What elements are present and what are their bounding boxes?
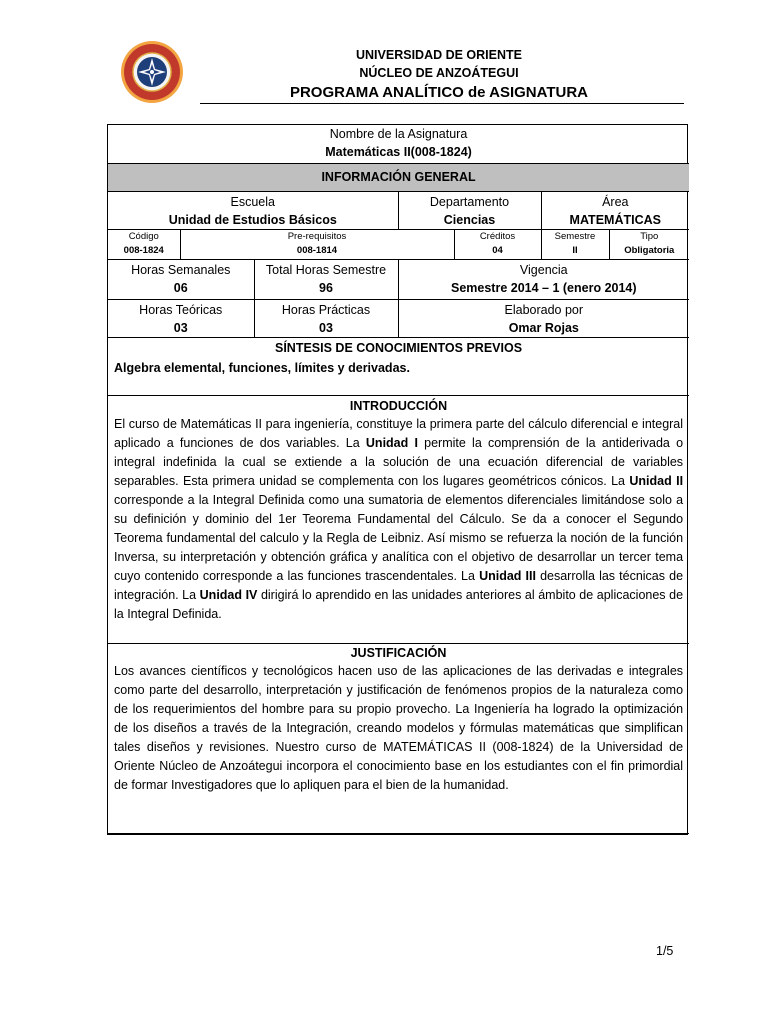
course-name-value: Matemáticas II(008-1824) [325,145,472,159]
tipo-value: Obligatoria [624,244,675,256]
introduction-text [108,415,689,624]
elaborado-value: Omar Rojas [508,320,579,335]
departamento-cell [398,191,541,229]
horas-practicas-value: 03 [319,320,333,335]
total-horas-value: 96 [319,280,333,295]
document-title: PROGRAMA ANALÍTICO de ASIGNATURA [289,84,589,101]
tipo-label: Tipo [640,230,659,242]
page-number: 1/5 [656,944,674,958]
elaborado-label: Elaborado por [504,302,584,317]
course-name-cell [108,125,689,163]
escuela-label: Escuela [230,194,275,209]
unit-highlight: Unidad I [365,435,418,450]
header-rule [200,103,684,104]
horas-practicas-cell [254,299,398,337]
prev-knowledge-title: SÍNTESIS DE CONOCIMIENTOS PREVIOS [275,340,523,355]
vigencia-cell [398,259,689,299]
codigo-label: Código [128,230,159,242]
introduction-cell [108,395,689,643]
intro-text-run: corresponde a la Integral Definida como una sumatoria de elementos diferenciales limitándose solo a su definición y dominio del 1er Teorema Fundamental del Cálculo. Se da a conocer el Segundo Teorema fundamental del calculo y la Regla de Leibniz. Así mismo se refuerza la noción de la función Inversa, su interpretación y obtención gráfica y analítica con el objetivo de desarrollar un tercer tema cuyo contenido corresponde a las funciones trascendentales. La [114,492,684,583]
intro-text-run: dirigirá lo aprendido en las unidades anteriores al ámbito de aplicaciones de la Integral Definida. [114,587,684,621]
horas-semanales-cell [108,259,254,299]
total-horas-label: Total Horas Semestre [265,262,387,277]
semestre-cell [541,229,609,259]
horas-teoricas-cell [108,299,254,337]
course-name-label: Nombre de la Asignatura [329,127,468,141]
vigencia-value: Semestre 2014 – 1 (enero 2014) [451,280,637,295]
prereq-cell [180,229,454,259]
semestre-value: II [572,244,578,256]
vigencia-label: Vigencia [519,262,568,277]
departamento-label: Departamento [429,194,510,209]
escuela-cell [108,191,398,229]
prereq-label: Pre-requisitos [287,230,347,242]
justification-title: JUSTIFICACIÓN [350,645,447,660]
prereq-value: 008-1814 [296,244,338,256]
intro-text-run: El curso de Matemáticas II para ingeniería, constituye la primera parte del cálculo diferencial e integral aplicado a funciones de dos variables. La [114,416,684,450]
course-info-table [108,125,689,834]
unit-highlight: Unidad II [629,473,684,488]
creditos-value: 04 [492,244,503,256]
tipo-cell [609,229,689,259]
area-label: Área [602,194,629,209]
creditos-cell [454,229,541,259]
introduction-title: INTRODUCCIÓN [349,398,448,413]
intro-text-run: permite la comprensión de la antiderivada o integral indefinida la cual se extiende a la solución de una ecuación diferencial de variables separables. Esta primera unidad se complementa con los lugares geométricos cónicos. La [114,435,684,488]
departamento-value: Ciencias [443,212,496,227]
course-info-box [107,124,688,835]
unit-highlight: Unidad III [479,568,536,583]
horas-semanales-value: 06 [173,280,188,295]
university-name: UNIVERSIDAD DE ORIENTE [356,48,522,62]
escuela-value: Unidad de Estudios Básicos [168,212,337,227]
total-horas-cell [254,259,398,299]
area-value: MATEMÁTICAS [569,212,661,227]
horas-teoricas-value: 03 [173,320,188,335]
semestre-label: Semestre [554,230,596,242]
horas-semanales-label: Horas Semanales [131,262,231,277]
nucleus-name: NÚCLEO DE ANZOÁTEGUI [359,66,519,80]
prev-knowledge-cell [108,337,689,395]
codigo-cell [108,229,180,259]
creditos-label: Créditos [479,230,516,242]
horas-practicas-label: Horas Prácticas [281,302,371,317]
document-header [200,46,678,104]
intro-text-run: desarrolla las técnicas de integración. La [114,568,684,602]
university-seal-icon [120,40,184,104]
general-info-heading: INFORMACIÓN GENERAL [108,163,689,191]
horas-teoricas-label: Horas Teóricas [139,302,223,317]
justification-text: Los avances científicos y tecnológicos hacen uso de las aplicaciones de las derivadas e integrales como parte del desarrollo, interpretación y justificación de fenómenos propios de la naturaleza como de los requerimientos del hombre para su propio provecho. La Ingeniería ha logrado la optimización de los diseños a través de la Integración, creando modelos y fórmulas matemáticas que simplifican tales diseños y revisiones. Nuestro curso de MATEMÁTICAS II (008-1824) de la Universidad de Oriente Núcleo de Anzoátegui incorpora el conocimiento base en los estudiantes con el fin primordial de formar Investigadores que lo apliquen para el bien de la humanidad. [114,663,684,792]
justification-cell [108,643,689,833]
codigo-value: 008-1824 [123,244,164,256]
unit-highlight: Unidad IV [199,587,258,602]
area-cell [541,191,689,229]
elaborado-cell [398,299,689,337]
prev-knowledge-text: Algebra elemental, funciones, límites y derivadas. [114,360,410,375]
